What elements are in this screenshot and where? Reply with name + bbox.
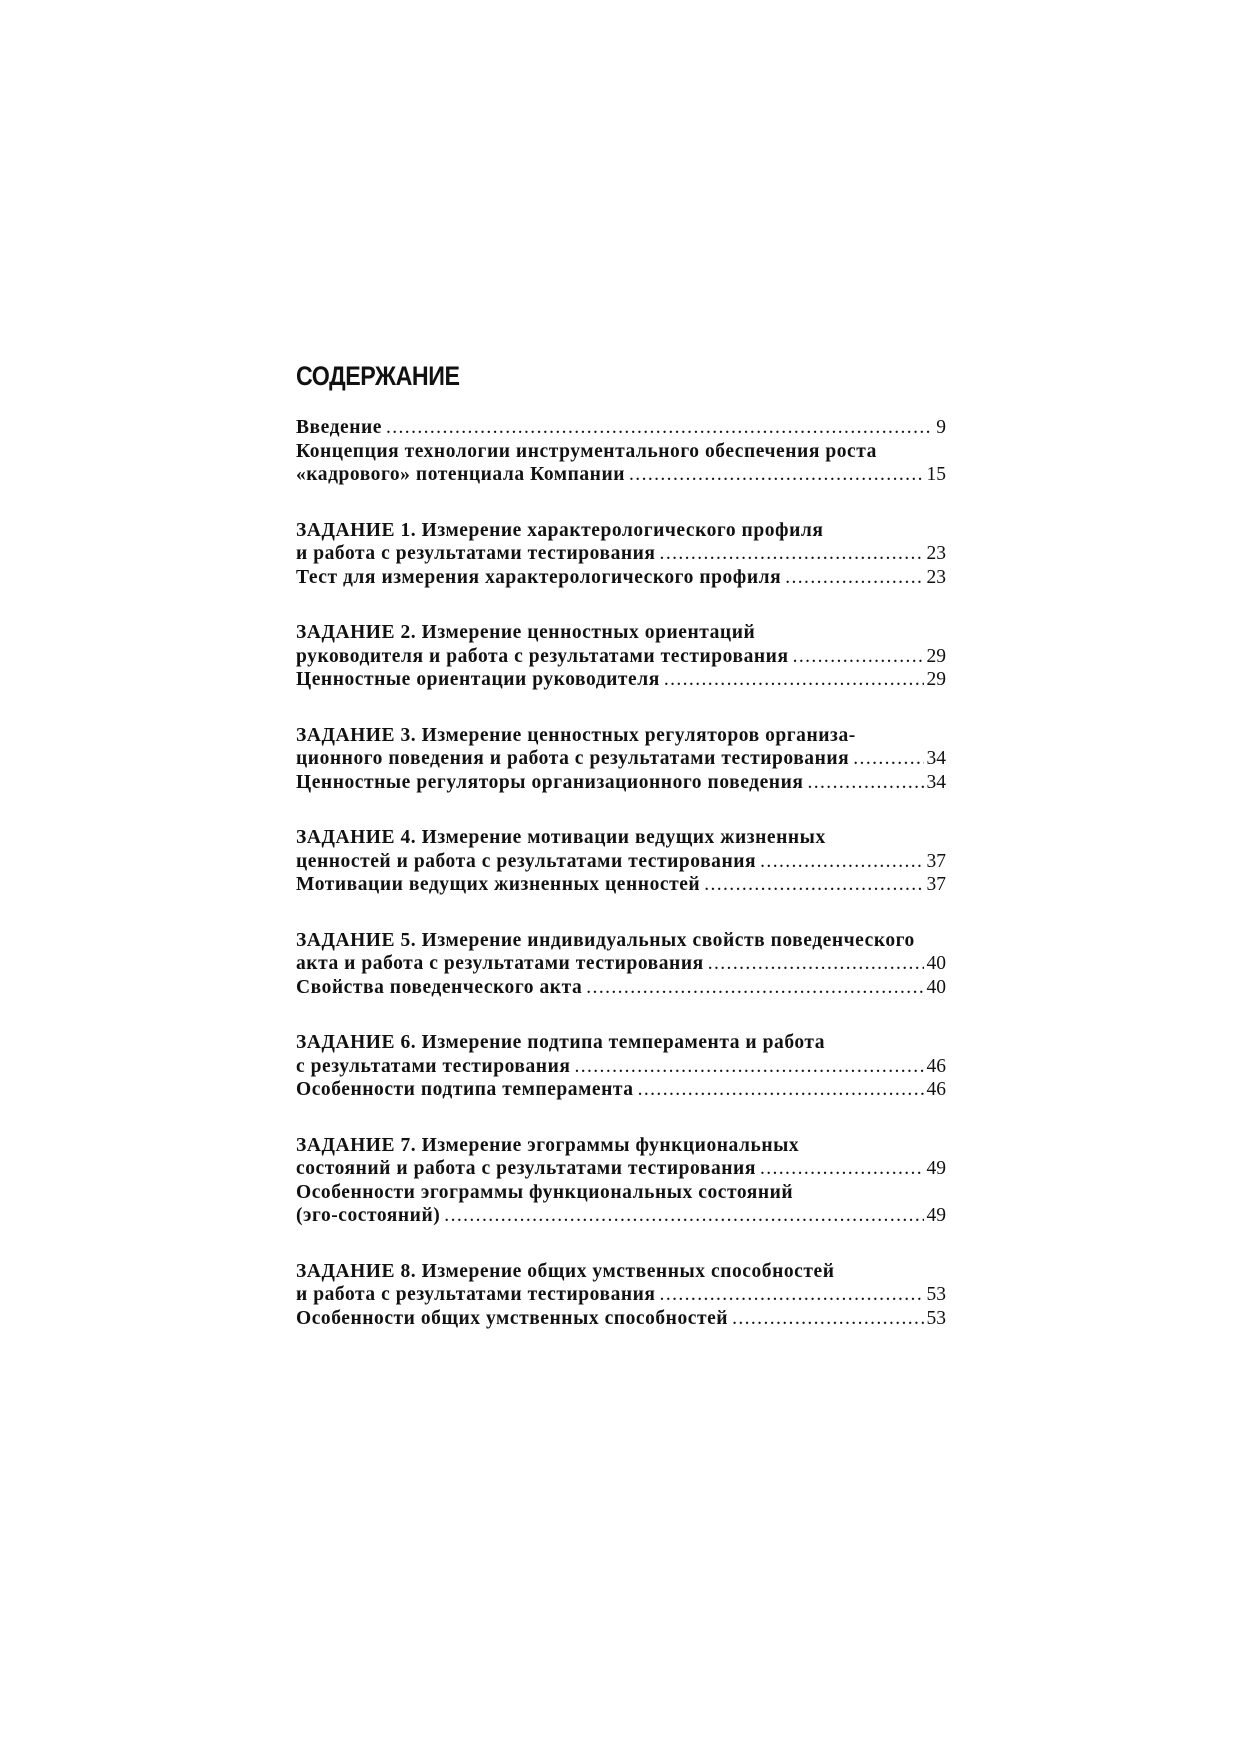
toc-entry[interactable] [296, 976, 946, 1000]
toc-page-number: 23 [926, 543, 946, 564]
dot-leader [704, 873, 923, 897]
toc-group [296, 621, 946, 692]
toc-entry-title: ционного поведения и работа с результатами тестирования [296, 748, 850, 769]
toc-entry-title: и работа с результатами тестирования [296, 1284, 656, 1305]
toc-entry[interactable] [296, 1134, 946, 1181]
dot-leader [664, 668, 924, 692]
toc-entry-title-line: ЗАДАНИЕ 5. Измерение индивидуальных свойств поведенческого [296, 929, 915, 951]
toc-group [296, 826, 946, 897]
toc-entry-title: и работа с результатами тестирования [296, 543, 656, 564]
toc-entry-row [296, 668, 946, 692]
toc-page-number: 46 [926, 1079, 946, 1100]
toc-entry-row [296, 747, 946, 771]
toc-page-number: 53 [926, 1284, 946, 1305]
toc-entry-row [296, 952, 946, 976]
toc-entry-title: состояний и работа с результатами тестирования [296, 1158, 756, 1179]
dot-leader [660, 1283, 924, 1307]
dot-leader [807, 771, 923, 795]
toc-entry-row [296, 1055, 946, 1079]
toc-entry[interactable] [296, 1031, 946, 1078]
toc-page-number: 29 [926, 669, 946, 690]
toc-page-number: 49 [926, 1158, 946, 1179]
toc-entry[interactable] [296, 621, 946, 668]
toc-entry-title: Особенности общих умственных способностей [296, 1307, 729, 1329]
toc-entry-row [296, 566, 946, 590]
toc-page-number: 15 [926, 464, 946, 485]
toc-group [296, 1134, 946, 1228]
toc-group [296, 724, 946, 795]
toc-entry[interactable] [296, 1260, 946, 1307]
toc-page-number: 34 [926, 748, 946, 769]
toc-entry-title: руководителя и работа с результатами тестирования [296, 645, 789, 667]
toc-page-number: 53 [926, 1307, 946, 1329]
toc-entry-title-line: ЗАДАНИЕ 3. Измерение ценностных регуляторов организа- [296, 724, 856, 746]
toc-entry-row [296, 416, 946, 440]
toc-entry-row [296, 850, 946, 874]
dot-leader [586, 976, 923, 1000]
toc-entry[interactable] [296, 668, 946, 692]
toc-entry[interactable] [296, 724, 946, 771]
toc-entry-title: Тест для измерения характерологического профиля [296, 566, 782, 588]
toc-group [296, 929, 946, 1000]
toc-entry-row [296, 1204, 946, 1228]
dot-leader [629, 463, 923, 487]
toc-page-number: 9 [936, 417, 946, 438]
toc-page-number: 40 [926, 953, 946, 974]
toc-entry-title: Ценностные регуляторы организационного поведения [296, 771, 804, 793]
toc-entry-title-line: Концепция технологии инструментального обеспечения роста [296, 440, 877, 462]
toc-entry-title: Введение [296, 417, 382, 438]
toc-entry[interactable] [296, 416, 946, 440]
toc-entry-title: «кадрового» потенциала Компании [296, 464, 626, 485]
toc-entry-title-line: ЗАДАНИЕ 6. Измерение подтипа темперамента и работа [296, 1032, 826, 1053]
toc-entry-row [296, 1283, 946, 1307]
toc-entry-title-line: ЗАДАНИЕ 8. Измерение общих умственных способностей [296, 1260, 835, 1282]
toc-entry-title-line: ЗАДАНИЕ 2. Измерение ценностных ориентаций [296, 622, 756, 643]
dot-leader [853, 747, 923, 771]
dot-leader [444, 1204, 923, 1228]
dot-leader [660, 542, 924, 566]
toc-entry-row [296, 1078, 946, 1102]
toc-entry-title: Мотивации ведущих жизненных ценностей [296, 874, 701, 895]
toc-entry-title-line: Особенности эгограммы функциональных состояний [296, 1181, 794, 1203]
toc-page-number: 37 [926, 874, 946, 895]
toc-page-number: 29 [926, 645, 946, 667]
toc-entry-title: акта и работа с результатами тестирования [296, 953, 704, 974]
toc-entry[interactable] [296, 1078, 946, 1102]
toc-entry-row [296, 542, 946, 566]
toc-entry-title-line: ЗАДАНИЕ 7. Измерение эгограммы функциональных [296, 1134, 800, 1156]
toc-group [296, 1031, 946, 1102]
toc-entry-title: ценностей и работа с результатами тестирования [296, 850, 757, 872]
toc-entry[interactable] [296, 929, 946, 976]
page-title: СОДЕРЖАНИЕ [296, 361, 460, 391]
toc-entry-row [296, 463, 946, 487]
dot-leader [785, 566, 923, 590]
toc-entry[interactable] [296, 826, 946, 873]
dot-leader [708, 952, 924, 976]
dot-leader [732, 1307, 923, 1331]
toc-entry-row [296, 976, 946, 1000]
dot-leader [574, 1055, 923, 1079]
table-of-contents [296, 360, 946, 1362]
toc-entry[interactable] [296, 771, 946, 795]
toc-entry[interactable] [296, 566, 946, 590]
toc-entry[interactable] [296, 440, 946, 487]
toc-entry-title-line: ЗАДАНИЕ 1. Измерение характерологического профиля [296, 519, 824, 541]
dot-leader [760, 850, 923, 874]
toc-entry[interactable] [296, 519, 946, 566]
toc-group [296, 416, 946, 487]
toc-group [296, 1260, 946, 1331]
toc-entry-title: Особенности подтипа темперамента [296, 1079, 634, 1100]
toc-entry-title: с результатами тестирования [296, 1055, 571, 1077]
toc-group [296, 519, 946, 590]
toc-entry-row [296, 1307, 946, 1331]
toc-entry-row [296, 771, 946, 795]
toc-entry-row [296, 1157, 946, 1181]
dot-leader [793, 645, 924, 669]
toc-entry[interactable] [296, 873, 946, 897]
toc-entry-title: (эго-состояний) [296, 1205, 441, 1226]
toc-entry-row [296, 645, 946, 669]
toc-entry-title: Свойства поведенческого акта [296, 976, 583, 998]
toc-entry-title: Ценностные ориентации руководителя [296, 669, 660, 690]
toc-entry-row [296, 873, 946, 897]
toc-page-number: 40 [926, 976, 946, 998]
toc-page-number: 37 [926, 850, 946, 872]
toc-page-number: 23 [926, 566, 946, 588]
toc-entry[interactable] [296, 1181, 946, 1228]
toc-entry-title-line: ЗАДАНИЕ 4. Измерение мотивации ведущих жизненных [296, 827, 826, 848]
toc-page-number: 34 [926, 771, 946, 793]
dot-leader [386, 416, 933, 440]
dot-leader [760, 1157, 924, 1181]
dot-leader [638, 1078, 924, 1102]
toc-page-number: 46 [926, 1055, 946, 1077]
toc-entry[interactable] [296, 1307, 946, 1331]
toc-page-number: 49 [926, 1205, 946, 1226]
